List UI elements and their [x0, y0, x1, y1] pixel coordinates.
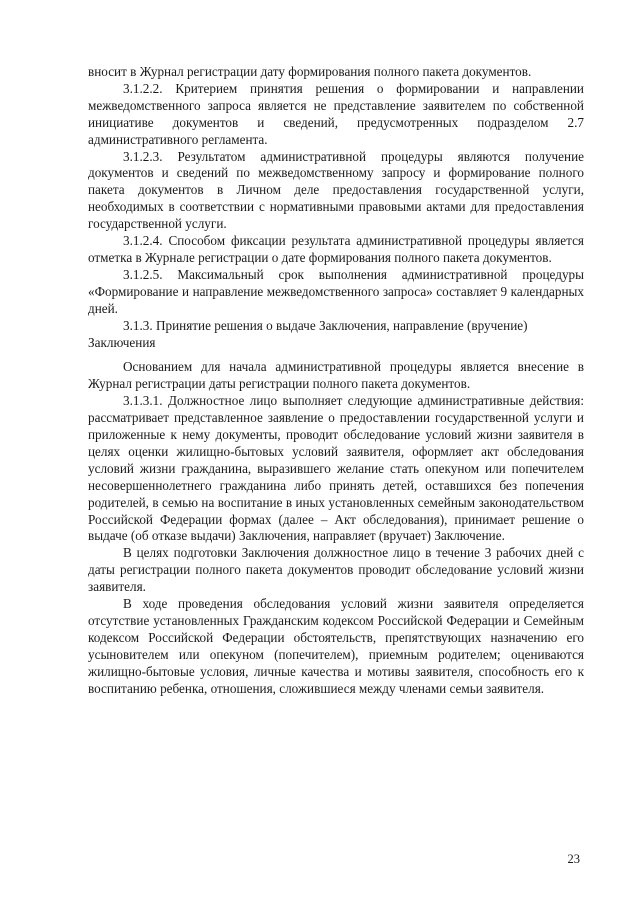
- paragraph-3-1-2-5: 3.1.2.5. Максимальный срок выполнения административной процедуры «Формирование и направление межведомственного запроса» составляет 9 календарных дней.: [88, 266, 584, 316]
- page-number: 23: [567, 852, 580, 866]
- body-text: [88, 64, 584, 698]
- paragraph-3-1-2-2: 3.1.2.2. Критерием принятия решения о формировании и направлении межведомственного запроса является не представление заявителем по собственной инициативе документов и сведений, предусмотренных подразделом 2.7 административного регламента.: [88, 80, 584, 147]
- paragraph-continuation: вносит в Журнал регистрации дату формирования полного пакета документов.: [88, 64, 532, 79]
- paragraph-preparation: В целях подготовки Заключения должностное лицо в течение 3 рабочих дней с даты регистрации полного пакета документов проводит обследование условий жизни заявителя.: [88, 545, 584, 595]
- section-heading-3-1-3: 3.1.3. Принятие решения о выдаче Заключения, направление (вручение) Заключения: [88, 317, 528, 350]
- paragraph-3-1-3-1: 3.1.3.1. Должностное лицо выполняет следующие административные действия: рассматривает представленное заявление о предоставлении государственной услуги и приложенные к нему документы, проводит обследование условий жизни заявителя в целях оценки жилищно-бытовых условий заявителя, оформляет акт обследования условий жизни гражданина, выразившего желание стать опекуном или попечителем несовершеннолетнего гражданина либо принять детей, оставшихся без попечения родителей, в семью на воспитание в иных установленных семейным законодательством Российской Федерации формах (далее – Акт обследования), принимает решение о выдаче (об отказе выдачи) Заключения, направляет (вручает) Заключение.: [88, 393, 584, 544]
- paragraph-basis: Основанием для начала административной процедуры является внесение в Журнал регистрации даты регистрации полного пакета документов.: [88, 359, 584, 392]
- paragraph-3-1-2-3: 3.1.2.3. Результатом административной процедуры являются получение документов и сведений по межведомственному запросу и формирование полного пакета документов в Личном деле предоставления государственной услуги, необходимых в соответствии с нормативными правовыми актами для предоставления государственной услуги.: [88, 148, 584, 232]
- paragraph-inspection: В ходе проведения обследования условий жизни заявителя определяется отсутствие установленных Гражданским кодексом Российской Федерации и Семейным кодексом Российской Федерации обстоятельств, препятствующих назначению его усыновителем или опекуном (попечителем), приемным родителем; оцениваются жилищно-бытовые условия, личные качества и мотивы заявителя, способность его к воспитанию ребенка, отношения, сложившиеся между членами семьи заявителя.: [88, 596, 584, 696]
- paragraph-3-1-2-4: 3.1.2.4. Способом фиксации результата административной процедуры является отметка в Журнале регистрации о дате формирования полного пакета документов.: [88, 233, 584, 265]
